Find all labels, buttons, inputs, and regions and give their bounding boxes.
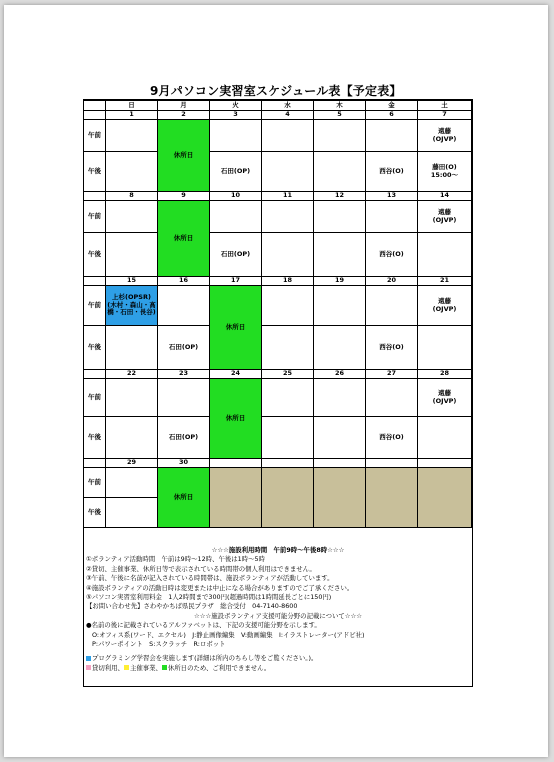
date-cell: 15 (106, 277, 158, 286)
green-square-icon (162, 665, 167, 670)
am-label: 午前 (84, 468, 106, 498)
date-cell: 18 (262, 277, 314, 286)
volunteer-cell: 西谷(O) (366, 326, 418, 370)
date-cell: 2 (158, 111, 210, 120)
date-cell: 9 (158, 192, 210, 201)
slot-cell (418, 326, 472, 370)
slot-cell (314, 201, 366, 233)
legend-unavailable (86, 664, 470, 673)
slot-cell (314, 120, 366, 152)
programming-session-cell: 上杉(OPSR) (木村・森山・髙橋・石田・長谷) (106, 286, 158, 326)
out-of-month-cell (262, 468, 314, 528)
am-label: 午前 (84, 286, 106, 326)
slot-cell (314, 152, 366, 192)
note-line: ④施設ボランティアの活動日時は変更または中止になる場合がありますのでご了承ください。 (86, 583, 354, 592)
closed-day-cell: 休所日 (158, 468, 210, 528)
date-label-cell (84, 459, 106, 468)
day-header-mon: 月 (158, 101, 210, 111)
date-cell: 6 (366, 111, 418, 120)
am-label: 午前 (84, 379, 106, 417)
date-label-cell (84, 111, 106, 120)
volunteer-cell: 西谷(O) (366, 233, 418, 277)
slot-cell (262, 152, 314, 192)
volunteer-cell: 石田(OP) (210, 152, 262, 192)
date-cell: 19 (314, 277, 366, 286)
note-line: ①ボランティア活動時間 午前は9時〜12時、午後は1時〜5時 (86, 555, 265, 564)
day-header-thu: 木 (314, 101, 366, 111)
slot-cell (314, 379, 366, 417)
pink-square-icon (86, 665, 91, 670)
date-cell: 20 (366, 277, 418, 286)
volunteer-cell: 遠藤 (OJVP) (418, 379, 472, 417)
date-cell: 28 (418, 370, 472, 379)
date-cell: 10 (210, 192, 262, 201)
slot-cell (106, 152, 158, 192)
pm-label: 午後 (84, 417, 106, 459)
support-heading: ☆☆☆施設ボランティア支援可能分野の記載について☆☆☆ (194, 611, 362, 620)
date-cell (262, 459, 314, 468)
note-line: ③午前、午後に名前が記入されている時間帯は、施設ボランティアが活動しています。 (86, 574, 334, 583)
slot-cell (106, 120, 158, 152)
note-line: O:オフィス系(ワード、エクセル) J:静止画像編集 V:動画編集 I:イラストレーター(アドビ社) (92, 630, 365, 639)
facility-hours: ☆☆☆施設利用時間 午前9時〜午後8時☆☆☆ (211, 546, 345, 554)
slot-cell (210, 120, 262, 152)
date-cell: 22 (106, 370, 158, 379)
volunteer-cell: 石田(OP) (158, 326, 210, 370)
closed-day-cell: 休所日 (210, 286, 262, 370)
date-label-cell (84, 370, 106, 379)
legend-text: 休所日のため、ご利用できません。 (167, 663, 271, 672)
volunteer-cell: 遠藤 (OJVP) (418, 120, 472, 152)
slot-cell (262, 120, 314, 152)
slot-cell (366, 379, 418, 417)
note-line: ●名前の後に記載されているアルファベットは、下記の支援可能分野を示します。 (86, 621, 321, 630)
slot-cell (366, 120, 418, 152)
date-cell: 21 (418, 277, 472, 286)
slot-cell (106, 498, 158, 528)
date-cell: 29 (106, 459, 158, 468)
date-cell: 23 (158, 370, 210, 379)
date-cell (314, 459, 366, 468)
am-label: 午前 (84, 201, 106, 233)
note-line: P:パワーポイント S:スクラッチ R:ロボット (92, 640, 226, 649)
slot-cell (262, 417, 314, 459)
pm-label: 午後 (84, 498, 106, 528)
date-cell: 17 (210, 277, 262, 286)
date-label-cell (84, 192, 106, 201)
slot-cell (314, 417, 366, 459)
date-cell: 26 (314, 370, 366, 379)
contact-line: 【お問い合わせ先】さわやかちば県民プラザ 総合受付 04-7140-8600 (86, 602, 298, 611)
slot-cell (262, 201, 314, 233)
slot-cell (418, 233, 472, 277)
date-cell: 24 (210, 370, 262, 379)
slot-cell (262, 286, 314, 326)
corner-cell (84, 101, 106, 111)
volunteer-cell: 遠藤 (OJVP) (418, 286, 472, 326)
note-line: ②貸切、主催事業、休所日等で表示されている時間帯の個人利用はできません。 (86, 564, 316, 573)
date-cell: 30 (158, 459, 210, 468)
date-cell (418, 459, 472, 468)
day-header-sat: 土 (418, 101, 472, 111)
blue-square-icon (86, 656, 91, 661)
closed-day-cell: 休所日 (210, 379, 262, 459)
slot-cell (314, 233, 366, 277)
yellow-square-icon (124, 665, 129, 670)
volunteer-cell: 西谷(O) (366, 417, 418, 459)
volunteer-cell: 藤田(O) 15:00〜 (418, 152, 472, 192)
out-of-month-cell (210, 468, 262, 528)
out-of-month-cell (418, 468, 472, 528)
date-cell: 13 (366, 192, 418, 201)
volunteer-cell: 石田(OP) (158, 417, 210, 459)
volunteer-cell: 遠藤 (OJVP) (418, 201, 472, 233)
volunteer-cell: 石田(OP) (210, 233, 262, 277)
date-cell: 16 (158, 277, 210, 286)
slot-cell (418, 417, 472, 459)
slot-cell (106, 379, 158, 417)
slot-cell (366, 286, 418, 326)
day-header-tue: 火 (210, 101, 262, 111)
date-cell: 25 (262, 370, 314, 379)
legend-text: プログラミング学習会を実施します(詳細は所内のちらし等をご覧ください。)。 (92, 654, 318, 663)
date-cell: 1 (106, 111, 158, 120)
date-cell: 12 (314, 192, 366, 201)
date-cell: 11 (262, 192, 314, 201)
slot-cell (158, 379, 210, 417)
date-cell: 4 (262, 111, 314, 120)
page-title: 9月パソコン実習室スケジュール表【予定表】 (150, 84, 402, 98)
legend-programming (86, 654, 470, 663)
date-cell: 5 (314, 111, 366, 120)
date-label-cell (84, 277, 106, 286)
pm-label: 午後 (84, 152, 106, 192)
date-cell: 27 (366, 370, 418, 379)
pm-label: 午後 (84, 326, 106, 370)
closed-day-cell: 休所日 (158, 201, 210, 277)
pm-label: 午後 (84, 233, 106, 277)
legend-notes (86, 546, 470, 673)
slot-cell (314, 286, 366, 326)
note-line: ⑤パソコン実習室利用料金 1人2時間まで300円(超過時間は1時間延長ごとに150円) (86, 593, 332, 602)
closed-day-cell: 休所日 (158, 120, 210, 192)
day-header-sun: 日 (106, 101, 158, 111)
slot-cell (106, 468, 158, 498)
slot-cell (262, 379, 314, 417)
slot-cell (262, 233, 314, 277)
date-cell: 8 (106, 192, 158, 201)
date-cell: 7 (418, 111, 472, 120)
am-label: 午前 (84, 120, 106, 152)
slot-cell (366, 201, 418, 233)
slot-cell (106, 417, 158, 459)
slot-cell (262, 326, 314, 370)
date-cell: 14 (418, 192, 472, 201)
slot-cell (106, 233, 158, 277)
legend-text: 主催事業、 (129, 663, 162, 672)
schedule-table (83, 100, 472, 528)
slot-cell (314, 326, 366, 370)
date-cell (210, 459, 262, 468)
slot-cell (106, 201, 158, 233)
date-cell: 3 (210, 111, 262, 120)
volunteer-cell: 西谷(O) (366, 152, 418, 192)
slot-cell (106, 326, 158, 370)
slot-cell (210, 201, 262, 233)
day-header-fri: 金 (366, 101, 418, 111)
out-of-month-cell (366, 468, 418, 528)
day-header-wed: 水 (262, 101, 314, 111)
legend-text: 貸切利用、 (92, 663, 124, 672)
slot-cell (158, 286, 210, 326)
date-cell (366, 459, 418, 468)
out-of-month-cell (314, 468, 366, 528)
